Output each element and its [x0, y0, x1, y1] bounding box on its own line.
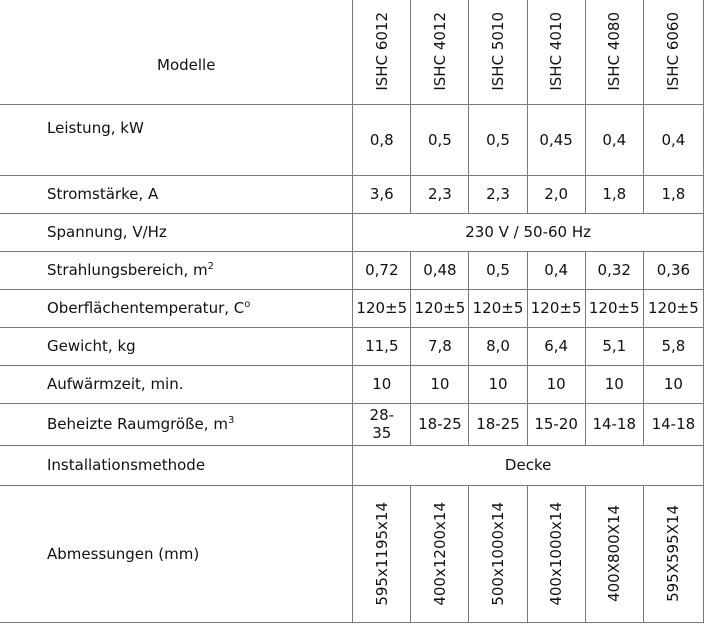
table-cell: 8,0 [469, 327, 527, 365]
unit-superscript: 2 [207, 261, 215, 272]
model-header [353, 0, 411, 104]
room-size-row [0, 403, 704, 445]
table-cell [353, 485, 411, 622]
model-header [527, 0, 585, 104]
model-name: ISHC 4080 [605, 12, 624, 92]
table-cell: 10 [469, 365, 527, 403]
model-header [411, 0, 469, 104]
table-cell [643, 485, 703, 622]
table-cell: 10 [585, 365, 643, 403]
model-header [469, 0, 527, 104]
table-cell: 0,4 [585, 104, 643, 175]
models-header: Modelle [0, 0, 353, 104]
row-label [0, 289, 353, 327]
model-header [585, 0, 643, 104]
dimension-value: 400X800X14 [605, 505, 624, 602]
table-cell: 0,45 [527, 104, 585, 175]
table-cell: 120±5 [585, 289, 643, 327]
row-label: Stromstärke, A [0, 175, 353, 213]
power-row [0, 104, 704, 175]
table-cell [353, 403, 411, 445]
unit-superscript: 3 [227, 415, 235, 426]
table-cell [411, 485, 469, 622]
table-cell: 1,8 [643, 175, 703, 213]
model-name: ISHC 4010 [547, 12, 566, 92]
table-cell-text: 28-35 [369, 406, 395, 442]
model-name: ISHC 4012 [430, 12, 449, 92]
dimension-value: 595X595X14 [664, 505, 683, 602]
table-cell [585, 485, 643, 622]
table-cell: 0,5 [469, 104, 527, 175]
table-cell: 10 [527, 365, 585, 403]
table-cell: 10 [353, 365, 411, 403]
row-label-text: Oberflächentemperatur, C [47, 299, 245, 317]
row-label-text: Strahlungsbereich, m [47, 261, 208, 279]
temperature-row [0, 289, 704, 327]
dimensions-row [0, 485, 704, 622]
warmup-row [0, 365, 704, 403]
table-cell [527, 485, 585, 622]
table-cell: 14-18 [643, 403, 703, 445]
table-cell: 120±5 [527, 289, 585, 327]
table-cell: 0,5 [469, 251, 527, 289]
table-cell: 5,1 [585, 327, 643, 365]
dimension-value: 400x1200x14 [430, 501, 449, 606]
header-row [0, 0, 704, 104]
dimension-value: 595x1195x14 [372, 501, 391, 606]
table-cell [469, 485, 527, 622]
table-cell: 6,4 [527, 327, 585, 365]
weight-row [0, 327, 704, 365]
table-cell: 5,8 [643, 327, 703, 365]
model-name: ISHC 5010 [489, 12, 508, 92]
row-label [0, 403, 353, 445]
table-cell: 7,8 [411, 327, 469, 365]
row-label [0, 251, 353, 289]
table-cell: 0,32 [585, 251, 643, 289]
table-cell: 2,0 [527, 175, 585, 213]
table-cell: 0,48 [411, 251, 469, 289]
row-label: Spannung, V/Hz [0, 213, 353, 251]
unit-superscript: o [244, 299, 251, 310]
table-cell: 120±5 [643, 289, 703, 327]
table-cell: 0,36 [643, 251, 703, 289]
table-cell: 10 [643, 365, 703, 403]
merged-cell: Decke [353, 445, 704, 485]
dimension-value: 500x1000x14 [489, 501, 508, 606]
table-cell: 14-18 [585, 403, 643, 445]
table-cell: 11,5 [353, 327, 411, 365]
table-cell: 18-25 [469, 403, 527, 445]
row-label: Abmessungen (mm) [0, 485, 353, 622]
merged-cell: 230 V / 50-60 Hz [353, 213, 704, 251]
table-cell: 15-20 [527, 403, 585, 445]
dimension-value: 400x1000x14 [547, 501, 566, 606]
current-row [0, 175, 704, 213]
table-cell: 18-25 [411, 403, 469, 445]
table-cell: 3,6 [353, 175, 411, 213]
model-name: ISHC 6012 [372, 12, 391, 92]
row-label: Aufwärmzeit, min. [0, 365, 353, 403]
radiation-row [0, 251, 704, 289]
table-cell: 1,8 [585, 175, 643, 213]
row-label: Installationsmethode [0, 445, 353, 485]
table-cell: 0,5 [411, 104, 469, 175]
table-cell: 0,72 [353, 251, 411, 289]
table-cell: 2,3 [469, 175, 527, 213]
table-cell: 0,4 [527, 251, 585, 289]
table-cell: 0,4 [643, 104, 703, 175]
installation-row [0, 445, 704, 485]
row-label-text: Beheizte Raumgröße, m [47, 415, 228, 433]
table-cell: 120±5 [353, 289, 411, 327]
table-cell: 120±5 [411, 289, 469, 327]
voltage-row [0, 213, 704, 251]
table-cell: 2,3 [411, 175, 469, 213]
table-cell: 120±5 [469, 289, 527, 327]
table-cell: 0,8 [353, 104, 411, 175]
model-header [643, 0, 703, 104]
row-label: Leistung, kW [0, 104, 353, 175]
table-cell: 10 [411, 365, 469, 403]
row-label: Gewicht, kg [0, 327, 353, 365]
model-name: ISHC 6060 [664, 12, 683, 92]
